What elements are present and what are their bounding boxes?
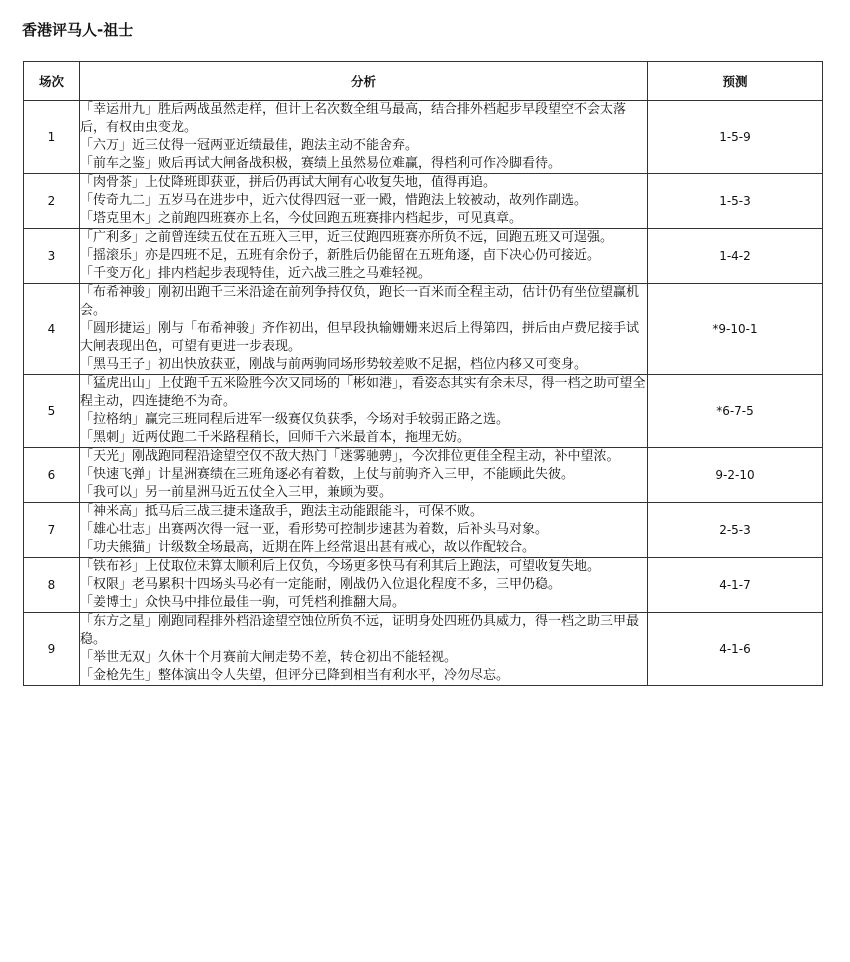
prediction-value: *6-7-5 bbox=[648, 375, 823, 448]
analysis-line: 「圆形捷运」刚与「布希神骏」齐作初出，但早段执输姗姗来迟后上得第四，拼后由卢费尼接手试大闸表现出色，可望有更进一步表现。 bbox=[80, 321, 640, 354]
table-row bbox=[24, 558, 823, 613]
race-number: 8 bbox=[24, 558, 80, 613]
analysis-cell bbox=[80, 174, 648, 229]
prediction-value: *9-10-1 bbox=[648, 284, 823, 375]
analysis-line: 「东方之星」刚跑同程排外档沿途望空蚀位所负不远，证明身处四班仍具威力，得一档之助三甲最稳。 bbox=[80, 614, 640, 647]
prediction-value: 1-5-3 bbox=[648, 174, 823, 229]
analysis-line: 「黑刺」近两仗跑二千米路程稍长，回师千六米最首本，拖埋无妨。 bbox=[80, 430, 471, 445]
race-analysis-table bbox=[23, 61, 823, 686]
analysis-line: 「神米高」抵马后三战三捷未逢敌手，跑法主动能跟能斗，可保不败。 bbox=[80, 504, 484, 519]
prediction-value: 4-1-7 bbox=[648, 558, 823, 613]
race-number: 7 bbox=[24, 503, 80, 558]
analysis-cell bbox=[80, 613, 648, 686]
prediction-value: 1-5-9 bbox=[648, 101, 823, 174]
header-analysis: 分析 bbox=[80, 62, 648, 101]
race-number: 3 bbox=[24, 229, 80, 284]
analysis-cell bbox=[80, 503, 648, 558]
header-prediction: 预测 bbox=[648, 62, 823, 101]
analysis-line: 「金枪先生」整体演出令人失望，但评分已降到相当有利水平，冷勿尽忘。 bbox=[80, 668, 510, 683]
analysis-line: 「快速飞弹」计星洲赛绩在三班角逐必有着数，上仗与前驹齐入三甲，不能顾此失彼。 bbox=[80, 467, 575, 482]
analysis-cell bbox=[80, 229, 648, 284]
prediction-value: 2-5-3 bbox=[648, 503, 823, 558]
analysis-line: 「功夫熊猫」计级数全场最高，近期在阵上经常退出甚有戒心，故以作配较合。 bbox=[80, 540, 536, 555]
race-number: 2 bbox=[24, 174, 80, 229]
analysis-line: 「塔克里木」之前跑四班赛亦上名，今仗回跑五班赛排内档起步，可见真章。 bbox=[80, 211, 523, 226]
table-row bbox=[24, 174, 823, 229]
header-race: 场次 bbox=[24, 62, 80, 101]
table-row bbox=[24, 503, 823, 558]
page-title: 香港评马人-祖士 bbox=[22, 21, 134, 39]
analysis-line: 「黑马王子」初出快放获亚，刚战与前两驹同场形势较差败不足据，档位内移又可变身。 bbox=[80, 357, 588, 372]
analysis-line: 「千变万化」排内档起步表现特佳，近六战三胜之马难轻视。 bbox=[80, 266, 432, 281]
analysis-line: 「传奇九二」五岁马在进步中，近六仗得四冠一亚一殿，惜跑法上较被动，故列作副选。 bbox=[80, 193, 588, 208]
prediction-value: 9-2-10 bbox=[648, 448, 823, 503]
analysis-line: 「前车之鉴」败后再试大闸备战积极，赛绩上虽然易位难赢，得档利可作冷脚看待。 bbox=[80, 156, 562, 171]
analysis-line: 「肉骨茶」上仗降班即获亚，拼后仍再试大闸有心收复失地，值得再追。 bbox=[80, 175, 497, 190]
analysis-cell bbox=[80, 448, 648, 503]
analysis-line: 「布希神骏」刚初出跑千三米沿途在前列争持仅负，跑长一百米而全程主动，估计仍有坐位望赢机会。 bbox=[80, 285, 640, 318]
analysis-line: 「铁布衫」上仗取位未算太顺利后上仅负，今场更多快马有利其后上跑法，可望收复失地。 bbox=[80, 559, 601, 574]
prediction-value: 4-1-6 bbox=[648, 613, 823, 686]
analysis-cell bbox=[80, 375, 648, 448]
analysis-line: 「姜博士」众快马中排位最佳一驹，可凭档利推翻大局。 bbox=[80, 595, 406, 610]
table-row bbox=[24, 613, 823, 686]
analysis-line: 「六万」近三仗得一冠两亚近绩最佳，跑法主动不能舍弃。 bbox=[80, 138, 419, 153]
analysis-cell bbox=[80, 101, 648, 174]
analysis-cell bbox=[80, 558, 648, 613]
analysis-cell bbox=[80, 284, 648, 375]
table-header-row bbox=[24, 62, 823, 101]
analysis-line: 「拉格纳」赢完三班同程后进军一级赛仅负获季，今场对手较弱正路之选。 bbox=[80, 412, 510, 427]
prediction-value: 1-4-2 bbox=[648, 229, 823, 284]
analysis-line: 「广利多」之前曾连续五仗在五班入三甲，近三仗跑四班赛亦所负不远，回跑五班又可逞强。 bbox=[80, 230, 614, 245]
analysis-line: 「我可以」另一前星洲马近五仗全入三甲，兼顾为要。 bbox=[80, 485, 393, 500]
race-number: 5 bbox=[24, 375, 80, 448]
table-row bbox=[24, 375, 823, 448]
table-row bbox=[24, 448, 823, 503]
analysis-line: 「幸运卅九」胜后两战虽然走样，但计上名次数全组马最高，结合排外档起步早段望空不会太落后，有权由虫变龙。 bbox=[80, 102, 627, 135]
analysis-line: 「猛虎出山」上仗跑千五米险胜今次又同场的「彬如港」，看姿态其实有余未尽，得一档之助可望全程主动，四连捷绝不为奇。 bbox=[80, 376, 646, 409]
race-number: 6 bbox=[24, 448, 80, 503]
table-row bbox=[24, 229, 823, 284]
race-number: 1 bbox=[24, 101, 80, 174]
race-number: 9 bbox=[24, 613, 80, 686]
analysis-line: 「天光」刚战跑同程沿途望空仅不敌大热门「迷雾驰骋」，今次排位更佳全程主动，补中望浓。 bbox=[80, 449, 620, 464]
table-row bbox=[24, 101, 823, 174]
analysis-line: 「权限」老马累积十四场头马必有一定能耐，刚战仍入位退化程度不多，三甲仍稳。 bbox=[80, 577, 562, 592]
analysis-line: 「雄心壮志」出赛两次得一冠一亚，看形势可控制步速甚为着数，后补头马对象。 bbox=[80, 522, 549, 537]
analysis-line: 「举世无双」久休十个月赛前大闸走势不差，转仓初出不能轻视。 bbox=[80, 650, 458, 665]
table-row bbox=[24, 284, 823, 375]
analysis-line: 「摇滚乐」亦是四班不足，五班有余份子，新胜后仍能留在五班角逐，卣下决心仍可接近。 bbox=[80, 248, 601, 263]
race-number: 4 bbox=[24, 284, 80, 375]
